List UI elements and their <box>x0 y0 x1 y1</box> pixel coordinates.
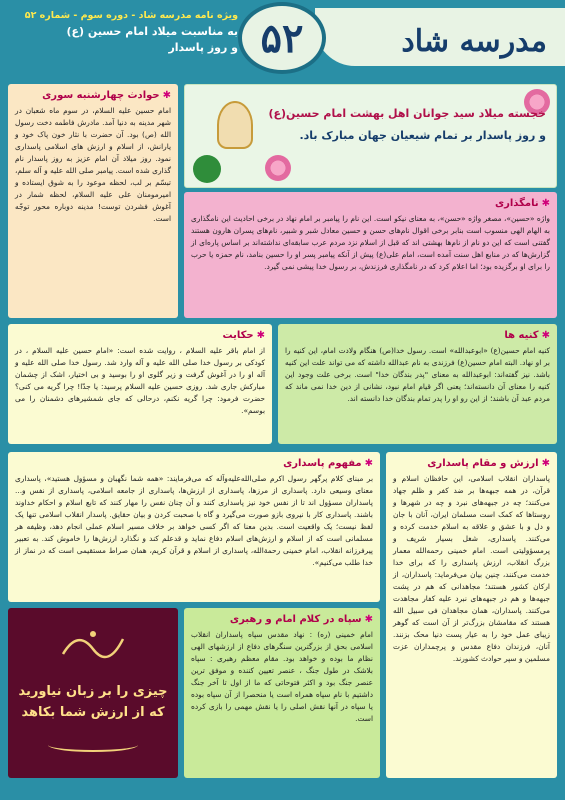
shrine-dome-icon <box>217 101 253 149</box>
events-heading: ✱حوادث چهارشنبه سوری <box>42 90 171 101</box>
star-icon: ✱ <box>256 330 265 341</box>
value-text: پاسداران انقلاب اسلامی، این حافظان اسلام و قرآن، در همه جبهه‌ها بر ضد کفر و ظلم جهاد می‌کنند؛ چه در جبهه‌های نبرد و چه در شهرها و روستاها که کمک است مسلمان ایران، آنان با جان و دل و با عشق و علاقه به اسلام خدمت کرده و می‌کنند. پاسداری، شغل بسیار شریف و پرمسؤولیتی است. امام خمینی رحمه‌الله معمار بزرگ انقلاب، ارزش پاسداری را که برای خدا خدمت می‌کنند، چنین بیان می‌فرماید: پاسداران، از ارکان کشور هستند؛ مجاهدانی که هم در پشت جبهه‌ها و هم در جبهه‌های نبرد علیه کفار مجاهدت می‌کنند. پاسداران، همان مجاهدان فی سبیل الله هستند که مقامشان بزرگ‌تر از آن است که گوهر زیبای عمل خود را به عیار پست دنیا محک بزنند. آنان، فرزندان دفاع مقدس و پرچمداران عزت مسلمین و سپر حوادث کشورند. <box>393 474 550 663</box>
value-box <box>386 452 557 778</box>
quote-poster <box>8 608 178 778</box>
concept-text: بر مبنای کلام پرگهر رسول اکرم صلی‌الله‌علیه‌وآله که می‌فرمایند: «همه شما نگهبان و مسؤول هستید»، پاسداری معنای وسیعی دارد. پاسداری از مرزها، پاسداری از ارزش‌ها، پاسداری از جامعه اسلامی، پاسداری از نفس و... پاسداران مسؤول اند تا از نفس خود نیز پاسداری کنند و آن چنان نفس را مهار کنند که تابع اسلام و احکام خداوند باشند. پاسداری کار با نیروی بازو صورت می‌گیرد و گاه با صحبت کردن و بیان حقایق. پاسدار انقلاب اسلامی تنها یک لفظ نیست؛ یک واقعیت است. بدین معنا که اگر کسی خواهد بر خلاف مسیر اسلام عملی انجام دهد، وظیفه هر مسلمانی است که از اسلام و ارزش‌های اسلام دفاع نماید و قدعلم کند و نگذارد ارزش‌ها را خاموش کند. به تعبیر پیرفرزانه انقلاب، امام خمینی رحمة‌الله، پاسداری از اسلام و قرآن کریم، همان صراط مستقیمی است که در نماز از خدا طلب می‌کنیم». <box>15 474 373 567</box>
banner-line-2: و روز پاسدار بر تمام شیعیان جهان مبارک باد. <box>299 129 546 142</box>
issue-number-badge <box>238 2 326 74</box>
poster-line-2: که از ارزش شما بکاهد <box>21 704 165 720</box>
story-heading: ✱حکایت <box>222 330 265 341</box>
star-icon: ✱ <box>541 458 550 469</box>
naming-heading: ✱نامگذاری <box>494 198 550 209</box>
irgc-emblem-icon <box>193 155 221 183</box>
star-icon: ✱ <box>541 198 550 209</box>
story-box <box>8 324 272 444</box>
issue-number: ۵۲ <box>260 14 304 62</box>
star-icon: ✱ <box>364 458 373 469</box>
issue-info: ویژه نامه مدرسه شاد - دوره سوم - شماره ۵۲ <box>24 10 238 21</box>
calligraphy-icon <box>58 624 128 664</box>
concept-box <box>8 452 380 602</box>
star-icon: ✱ <box>364 614 373 625</box>
masthead-title-panel <box>315 8 565 66</box>
concept-heading: ✱مفهوم پاسداری <box>283 458 373 469</box>
events-box <box>8 84 178 318</box>
epithets-text: کنیه امام حسین(ع) «ابوعبدالله» است. رسول خدا(ص) هنگام ولادت امام، این کنیه را بر او نهاد. البته امام حسین(ع) فرزندی به نام عبدالله داشته که می تواند علت این کنیه باشد. نیز گفته‌اند: ابوعبدالله به معنای "پدر بندگان خدا" است. برخی علت وجود این کنیه را معنای آن دانسته‌اند؛ یعنی اگر قیام امام نبود، نشانی از دین خدا نمی ماند که مردم عبد آن باشند؛ از این رو او را پدر تمام بندگان خدا دانسته اند. <box>285 346 550 403</box>
masthead <box>0 0 565 78</box>
events-text: امام حسین علیه السلام، در سوم ماه شعبان در شهر مدینه به دنیا آمد. مادرش فاطمه دخت رسول الله (ص) بود. آن حضرت با نثار خون پاک خود و یارانش، از اسلام و ارزش های اسلامی پاسداری نمود. روز میلاد آن امام عزیز به روز پاسدار نام گذاری شده است. پیامبر صلی الله علیه و آله سلم، تبسّم بر لب، لحظه موعود را به شوق ایستاده و امیرمومنان علی علیه السلام، لحظه شمار در آغوش فشردن توست! مدینه دوباره محور توجّه است. <box>15 106 171 223</box>
leader-box <box>184 608 380 778</box>
naming-box <box>184 192 557 318</box>
masthead-subtitle <box>6 10 238 54</box>
epithets-heading: ✱کنیه ها <box>504 330 550 341</box>
newsletter-title: مدرسه شاد <box>401 24 547 59</box>
poster-line-1: چیزی را بر زبان نیاورید <box>18 684 168 699</box>
occasion-line-2: و روز پاسدار <box>168 41 238 54</box>
leader-heading: ✱سپاه در کلام امام و رهبری <box>229 614 373 625</box>
epithets-box <box>278 324 557 444</box>
value-heading: ✱ارزش و مقام پاسداری <box>427 458 550 469</box>
occasion-line-1: به مناسبت میلاد امام حسین (ع) <box>66 25 238 38</box>
calligraphy-logo <box>14 618 172 670</box>
star-icon: ✱ <box>162 90 171 101</box>
banner-line-1: خجسته میلاد سید جوانان اهل بهشت امام حسین(ع) <box>268 107 546 120</box>
naming-text: واژه «حسین»، مصغر واژه «حسن»، به معنای نیکو است. این نام را پیامبر بر امام نهاد در برخی احادیث این نامگذاری به الهام الهی منسوب است بنابر برخی اقوال نام‌های حسن و حسین معادل شبر و شبیر، نام‌های پسران هارون هستند گفتنی است که این دو نام از نام‌ها بهشتی اند که قبل از اسلام نزد مردم عرب سابقه‌ای نداشته‌اند بر اساس پاره‌ای از گزارش‌ها که در منابع اهل سنت آمده است، امام علی(ع) پیش از آنکه پیامبر پسر او را حسین بنامد، نام حمزه یا حرب را برای او برگزیده بود؛ اما اعلام کرد که در نامگذاری فرزندش، بر رسول خدا پیشی نمی گیرد. <box>191 214 550 271</box>
star-icon: ✱ <box>541 330 550 341</box>
leader-text: امام خمینی (ره) : نهاد مقدس سپاه پاسداران انقلاب اسلامی بحق از بزرگترین سنگرهای دفاع از ارزشهای الهی نظام ما بوده و خواهد بود. مقام معظم رهبری : سپاه بلاشک در طول جنگ ، عنصر تعیین کننده و موفق ترین عنصر جنگ بود و اکثر فتوحاتی که ما از اول تا آخر جنگ داشتیم با نام سپاه همراه است یا منحصرا از آن سپاه بوده یا سپاه در آنها نقش اصلی را یا نقش مهمی را بازی کرده است. <box>191 630 373 723</box>
signature-flourish <box>48 738 138 752</box>
flower-decoration <box>265 155 291 181</box>
celebration-banner <box>184 84 557 188</box>
story-text: از امام باقر علیه السلام ، روایت شده است: «امام حسین علیه السلام ، در کودکی بر رسول خدا صلی الله علیه و آله وارد شد. رسول خدا صلی الله علیه و آله او را در آغوش گرفت و زیر گلوی او را بوسید و بی اختیار، اشک از چشمان مبارکش جاری شد. روزی حسین علیه السلام پرسید: یا جدّا! چرا گریه می کنی؟ حضرت فرمود: چرا گریه نکنم، درحالی که جای شمشیرهای دشمنان را می بوسم». <box>15 346 265 415</box>
